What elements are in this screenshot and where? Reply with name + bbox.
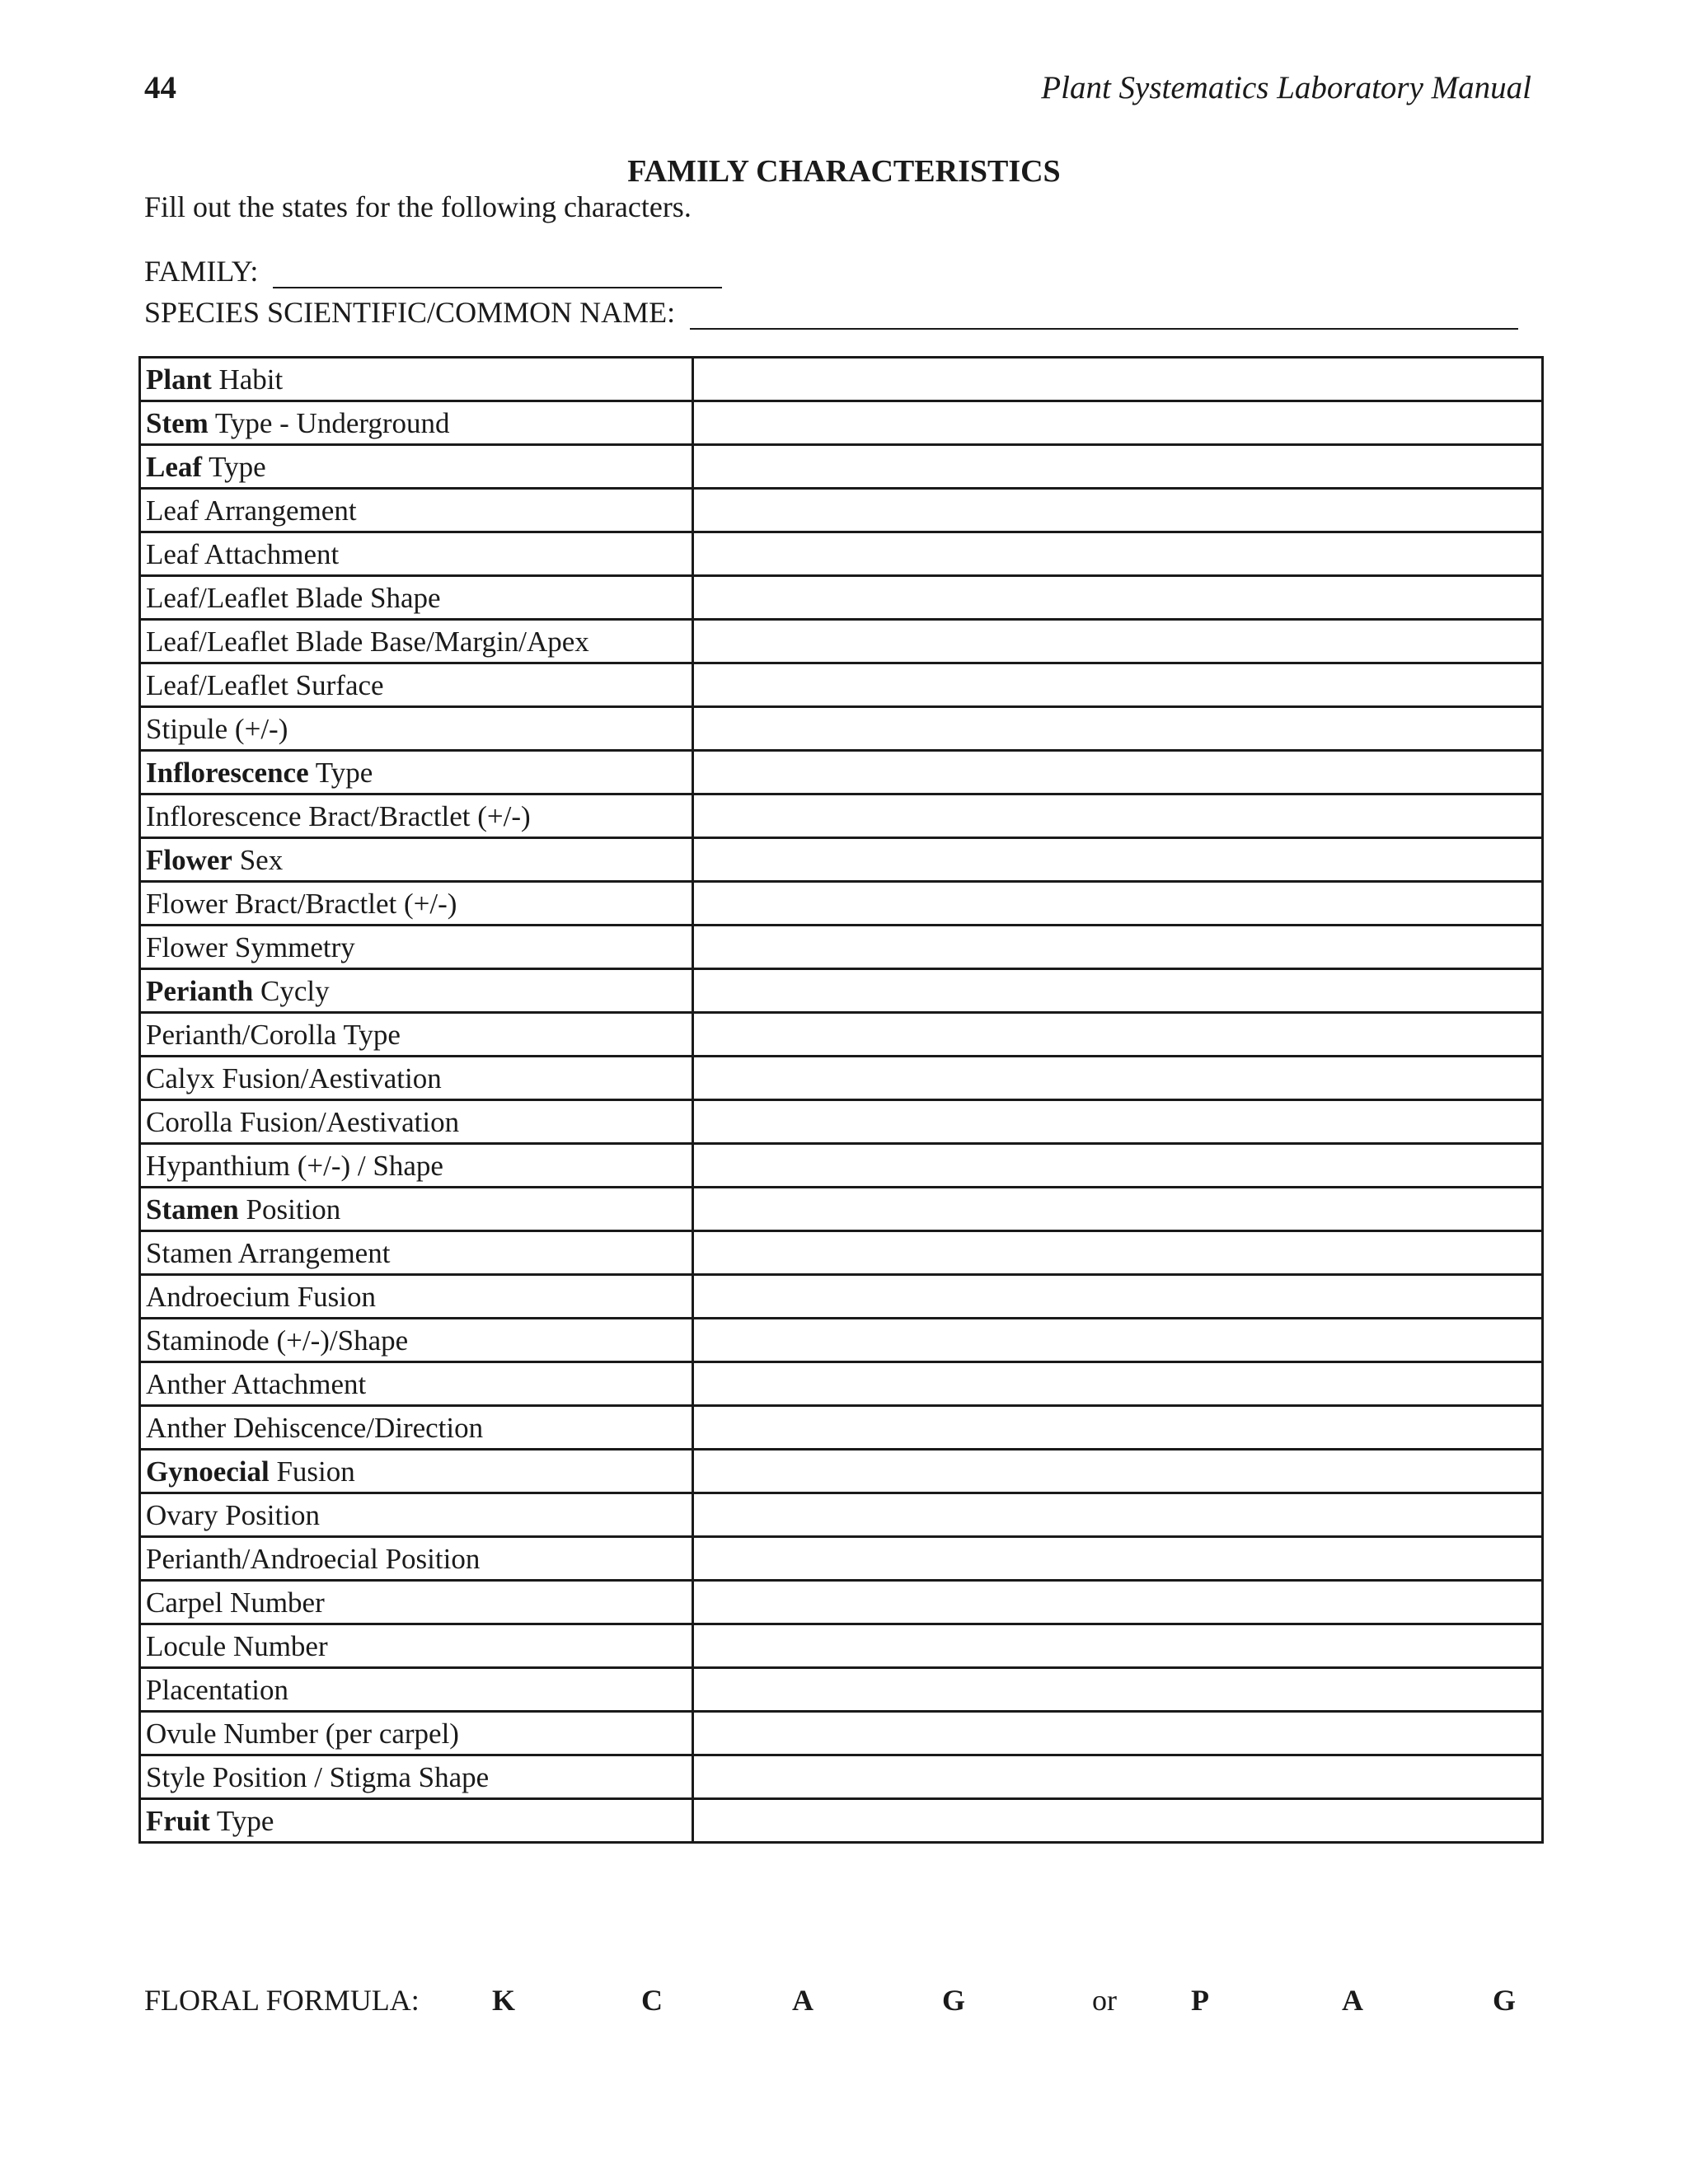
character-cell xyxy=(140,576,693,620)
family-input[interactable] xyxy=(273,259,722,288)
table-row xyxy=(140,1406,1543,1450)
character-label: Habit xyxy=(211,363,284,396)
state-input-cell[interactable] xyxy=(693,1624,1543,1668)
character-label: Leaf/Leaflet Blade Shape xyxy=(146,582,441,614)
table-row xyxy=(140,1362,1543,1406)
state-input-cell[interactable] xyxy=(693,1450,1543,1493)
character-cell xyxy=(140,1493,693,1537)
table-row xyxy=(140,576,1543,620)
table-row xyxy=(140,1100,1543,1144)
state-input-cell[interactable] xyxy=(693,1188,1543,1231)
character-label: Anther Attachment xyxy=(146,1368,367,1400)
androecium-symbol: A xyxy=(792,1984,814,2017)
table-row xyxy=(140,445,1543,489)
character-cell xyxy=(140,1057,693,1100)
state-input-cell[interactable] xyxy=(693,1275,1543,1319)
character-label: Flower Bract/Bractlet (+/-) xyxy=(146,888,457,920)
character-cell xyxy=(140,445,693,489)
character-cell xyxy=(140,1406,693,1450)
table-row xyxy=(140,1450,1543,1493)
character-cell xyxy=(140,663,693,707)
character-label: Type xyxy=(202,451,266,483)
state-input-cell[interactable] xyxy=(693,882,1543,926)
character-cell xyxy=(140,1799,693,1843)
character-cell xyxy=(140,838,693,882)
character-label: Sex xyxy=(232,844,284,876)
character-label: Perianth/Androecial Position xyxy=(146,1543,481,1575)
state-input-cell[interactable] xyxy=(693,445,1543,489)
character-label: Corolla Fusion/Aestivation xyxy=(146,1106,460,1138)
character-label: Flower Symmetry xyxy=(146,931,355,963)
state-input-cell[interactable] xyxy=(693,620,1543,663)
table-row xyxy=(140,838,1543,882)
state-input-cell[interactable] xyxy=(693,1231,1543,1275)
character-cell xyxy=(140,1668,693,1712)
character-cell xyxy=(140,1275,693,1319)
state-input-cell[interactable] xyxy=(693,576,1543,620)
species-field xyxy=(144,295,1518,330)
table-row xyxy=(140,401,1543,445)
floral-formula xyxy=(144,1983,1545,2024)
character-cell xyxy=(140,358,693,401)
character-label: Stipule (+/-) xyxy=(146,713,288,745)
state-input-cell[interactable] xyxy=(693,1668,1543,1712)
character-keyword: Leaf xyxy=(146,451,203,483)
state-input-cell[interactable] xyxy=(693,794,1543,838)
androecium-symbol-alt: A xyxy=(1342,1984,1363,2017)
character-label: Leaf/Leaflet Blade Base/Margin/Apex xyxy=(146,626,589,658)
state-input-cell[interactable] xyxy=(693,751,1543,794)
table-row xyxy=(140,358,1543,401)
character-cell xyxy=(140,1712,693,1755)
table-row xyxy=(140,926,1543,969)
table-row xyxy=(140,1188,1543,1231)
gynoecium-symbol: G xyxy=(942,1984,966,2017)
character-label: Position xyxy=(238,1193,341,1226)
running-header: Plant Systematics Laboratory Manual xyxy=(1041,70,1531,105)
character-cell xyxy=(140,707,693,751)
state-input-cell[interactable] xyxy=(693,969,1543,1013)
table-row xyxy=(140,1013,1543,1057)
character-cell xyxy=(140,1755,693,1799)
family-label: FAMILY: xyxy=(144,255,259,288)
character-cell xyxy=(140,1537,693,1581)
character-cell xyxy=(140,1624,693,1668)
or-text: or xyxy=(1092,1984,1117,2017)
character-cell xyxy=(140,620,693,663)
character-label: Stamen Arrangement xyxy=(146,1237,391,1269)
table-row xyxy=(140,1799,1543,1843)
character-label: Leaf Arrangement xyxy=(146,494,357,527)
state-input-cell[interactable] xyxy=(693,532,1543,576)
state-input-cell[interactable] xyxy=(693,1581,1543,1624)
character-cell xyxy=(140,1581,693,1624)
state-input-cell[interactable] xyxy=(693,1319,1543,1362)
floral-formula-label: FLORAL FORMULA: xyxy=(144,1984,420,2017)
table-row xyxy=(140,1275,1543,1319)
character-keyword: Fruit xyxy=(146,1805,210,1837)
state-input-cell[interactable] xyxy=(693,401,1543,445)
state-input-cell[interactable] xyxy=(693,1144,1543,1188)
character-cell xyxy=(140,1144,693,1188)
character-keyword: Inflorescence xyxy=(146,757,309,789)
table-row xyxy=(140,1537,1543,1581)
character-label: Type - Underground xyxy=(208,407,450,439)
species-input[interactable] xyxy=(690,300,1518,330)
table-row xyxy=(140,1581,1543,1624)
character-label: Androecium Fusion xyxy=(146,1281,377,1313)
character-label: Style Position / Stigma Shape xyxy=(146,1761,490,1793)
family-field xyxy=(144,254,722,288)
character-keyword: Perianth xyxy=(146,975,254,1007)
character-cell xyxy=(140,532,693,576)
table-row xyxy=(140,663,1543,707)
character-cell xyxy=(140,489,693,532)
character-cell xyxy=(140,1362,693,1406)
table-row xyxy=(140,1624,1543,1668)
table-row xyxy=(140,489,1543,532)
state-input-cell[interactable] xyxy=(693,1100,1543,1144)
table-row xyxy=(140,1755,1543,1799)
character-label: Ovule Number (per carpel) xyxy=(146,1718,459,1750)
character-cell xyxy=(140,794,693,838)
character-label: Anther Dehiscence/Direction xyxy=(146,1412,484,1444)
species-label: SPECIES SCIENTIFIC/COMMON NAME: xyxy=(144,296,676,329)
table-row xyxy=(140,1668,1543,1712)
state-input-cell[interactable] xyxy=(693,1755,1543,1799)
character-keyword: Flower xyxy=(146,844,232,876)
character-cell xyxy=(140,751,693,794)
character-label: Calyx Fusion/Aestivation xyxy=(146,1062,442,1094)
character-label: Placentation xyxy=(146,1674,289,1706)
characters-table xyxy=(138,356,1544,1844)
character-label: Locule Number xyxy=(146,1630,328,1662)
character-label: Inflorescence Bract/Bractlet (+/-) xyxy=(146,800,531,832)
state-input-cell[interactable] xyxy=(693,838,1543,882)
table-row xyxy=(140,969,1543,1013)
character-cell xyxy=(140,969,693,1013)
character-label: Cycly xyxy=(253,975,330,1007)
calyx-symbol: K xyxy=(492,1984,516,2017)
state-input-cell[interactable] xyxy=(693,1013,1543,1057)
character-cell xyxy=(140,1013,693,1057)
character-cell xyxy=(140,882,693,926)
character-label: Leaf/Leaflet Surface xyxy=(146,669,384,701)
state-input-cell[interactable] xyxy=(693,489,1543,532)
character-keyword: Gynoecial xyxy=(146,1455,270,1488)
table-row xyxy=(140,532,1543,576)
character-label: Carpel Number xyxy=(146,1586,325,1619)
state-input-cell[interactable] xyxy=(693,1712,1543,1755)
table-row xyxy=(140,882,1543,926)
character-keyword: Plant xyxy=(146,363,212,396)
character-label: Leaf Attachment xyxy=(146,538,340,570)
character-cell xyxy=(140,1188,693,1231)
instructions: Fill out the states for the following characters. xyxy=(144,190,692,223)
state-input-cell[interactable] xyxy=(693,1057,1543,1100)
gynoecium-symbol-alt: G xyxy=(1493,1984,1517,2017)
state-input-cell[interactable] xyxy=(693,1362,1543,1406)
character-cell xyxy=(140,401,693,445)
character-label: Staminode (+/-)/Shape xyxy=(146,1324,409,1357)
state-input-cell[interactable] xyxy=(693,926,1543,969)
table-row xyxy=(140,1493,1543,1537)
corolla-symbol: C xyxy=(641,1984,663,2017)
table-row xyxy=(140,1319,1543,1362)
state-input-cell[interactable] xyxy=(693,663,1543,707)
table-row xyxy=(140,794,1543,838)
character-label: Fusion xyxy=(269,1455,355,1488)
page-number: 44 xyxy=(144,70,176,105)
state-input-cell[interactable] xyxy=(693,1406,1543,1450)
state-input-cell[interactable] xyxy=(693,707,1543,751)
character-cell xyxy=(140,1319,693,1362)
state-input-cell[interactable] xyxy=(693,358,1543,401)
character-keyword: Stamen xyxy=(146,1193,239,1226)
character-label: Ovary Position xyxy=(146,1499,320,1531)
character-cell xyxy=(140,1100,693,1144)
perianth-symbol: P xyxy=(1191,1984,1209,2017)
page-title: FAMILY CHARACTERISTICS xyxy=(627,154,1061,189)
table-row xyxy=(140,620,1543,663)
table-row xyxy=(140,1057,1543,1100)
state-input-cell[interactable] xyxy=(693,1537,1543,1581)
table-row xyxy=(140,1144,1543,1188)
state-input-cell[interactable] xyxy=(693,1799,1543,1843)
character-cell xyxy=(140,1450,693,1493)
table-row xyxy=(140,751,1543,794)
character-label: Perianth/Corolla Type xyxy=(146,1019,401,1051)
character-cell xyxy=(140,1231,693,1275)
character-label: Type xyxy=(308,757,373,789)
character-keyword: Stem xyxy=(146,407,209,439)
state-input-cell[interactable] xyxy=(693,1493,1543,1537)
character-cell xyxy=(140,926,693,969)
character-label: Hypanthium (+/-) / Shape xyxy=(146,1150,443,1182)
table-row xyxy=(140,1231,1543,1275)
table-row xyxy=(140,707,1543,751)
table-row xyxy=(140,1712,1543,1755)
character-label: Type xyxy=(209,1805,274,1837)
